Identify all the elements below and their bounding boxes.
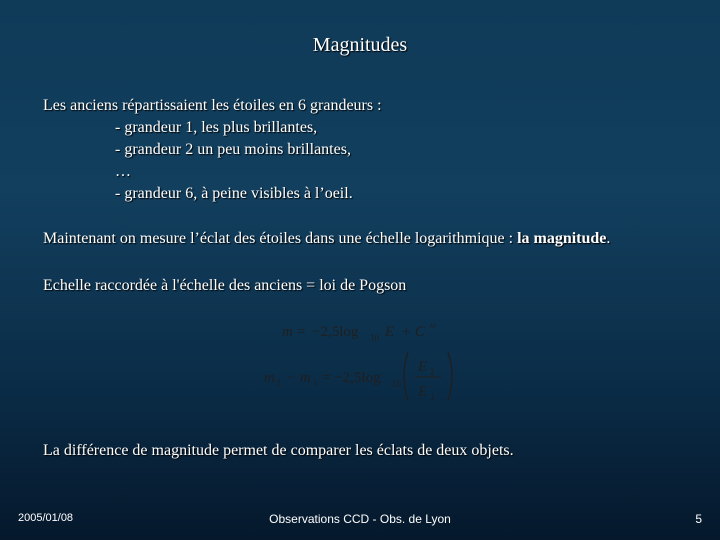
footer-page-number: 5: [695, 512, 702, 526]
right-paren: [448, 352, 452, 400]
footer-date: 2005/01/08: [18, 512, 74, 524]
eq1-const-sup: te: [430, 321, 436, 330]
list-item: - grandeur 1, les plus brillantes,: [115, 119, 318, 136]
eq1-equals: =: [297, 324, 306, 340]
magnitude-paragraph: [43, 228, 610, 250]
magnitude-end: .: [606, 230, 611, 247]
fraction-num-sub: 2: [430, 367, 435, 377]
eq2-m2-sub: 2: [276, 378, 281, 388]
intro-line: Les anciens répartissaient les étoiles en 6 grandeurs :: [43, 97, 382, 114]
eq2-m2: m: [264, 370, 275, 386]
eq1-log-base: 10: [370, 333, 379, 343]
footer-center: Observations CCD - Obs. de Lyon: [269, 512, 451, 526]
left-paren: [404, 352, 408, 400]
fraction-den: E: [418, 384, 428, 400]
magnitude-text: Maintenant on mesure l’éclat des étoiles dans une échelle logarithmique :: [43, 230, 518, 247]
eq1-m: m: [282, 324, 293, 340]
conclusion-line: La différence de magnitude permet de comparer les éclats de deux objets.: [43, 442, 514, 459]
list-item: - grandeur 2 un peu moins brillantes,: [115, 141, 351, 158]
list-item: …: [115, 163, 131, 180]
intro-block: [43, 95, 382, 205]
magnitude-term: la magnitude: [517, 230, 607, 247]
list-item: - grandeur 6, à peine visibles à l’oeil.: [115, 185, 353, 202]
pogson-line: Echelle raccordée à l'échelle des anciens = loi de Pogson: [43, 277, 407, 294]
pogson-formula: [258, 316, 468, 406]
eq1-const: + C: [401, 324, 425, 340]
eq2-m1: − m: [286, 370, 311, 386]
slide-title: Magnitudes: [312, 34, 408, 56]
eq2-log-base: 10: [392, 379, 401, 389]
eq2-rhs: = −2,5log: [322, 370, 381, 386]
fraction-den-sub: 1: [430, 392, 435, 402]
eq2-m1-sub: 1: [313, 378, 318, 388]
eq1-rhs: −2,5log: [312, 324, 359, 340]
eq1-e: E: [385, 324, 395, 340]
fraction-num: E: [418, 359, 428, 375]
